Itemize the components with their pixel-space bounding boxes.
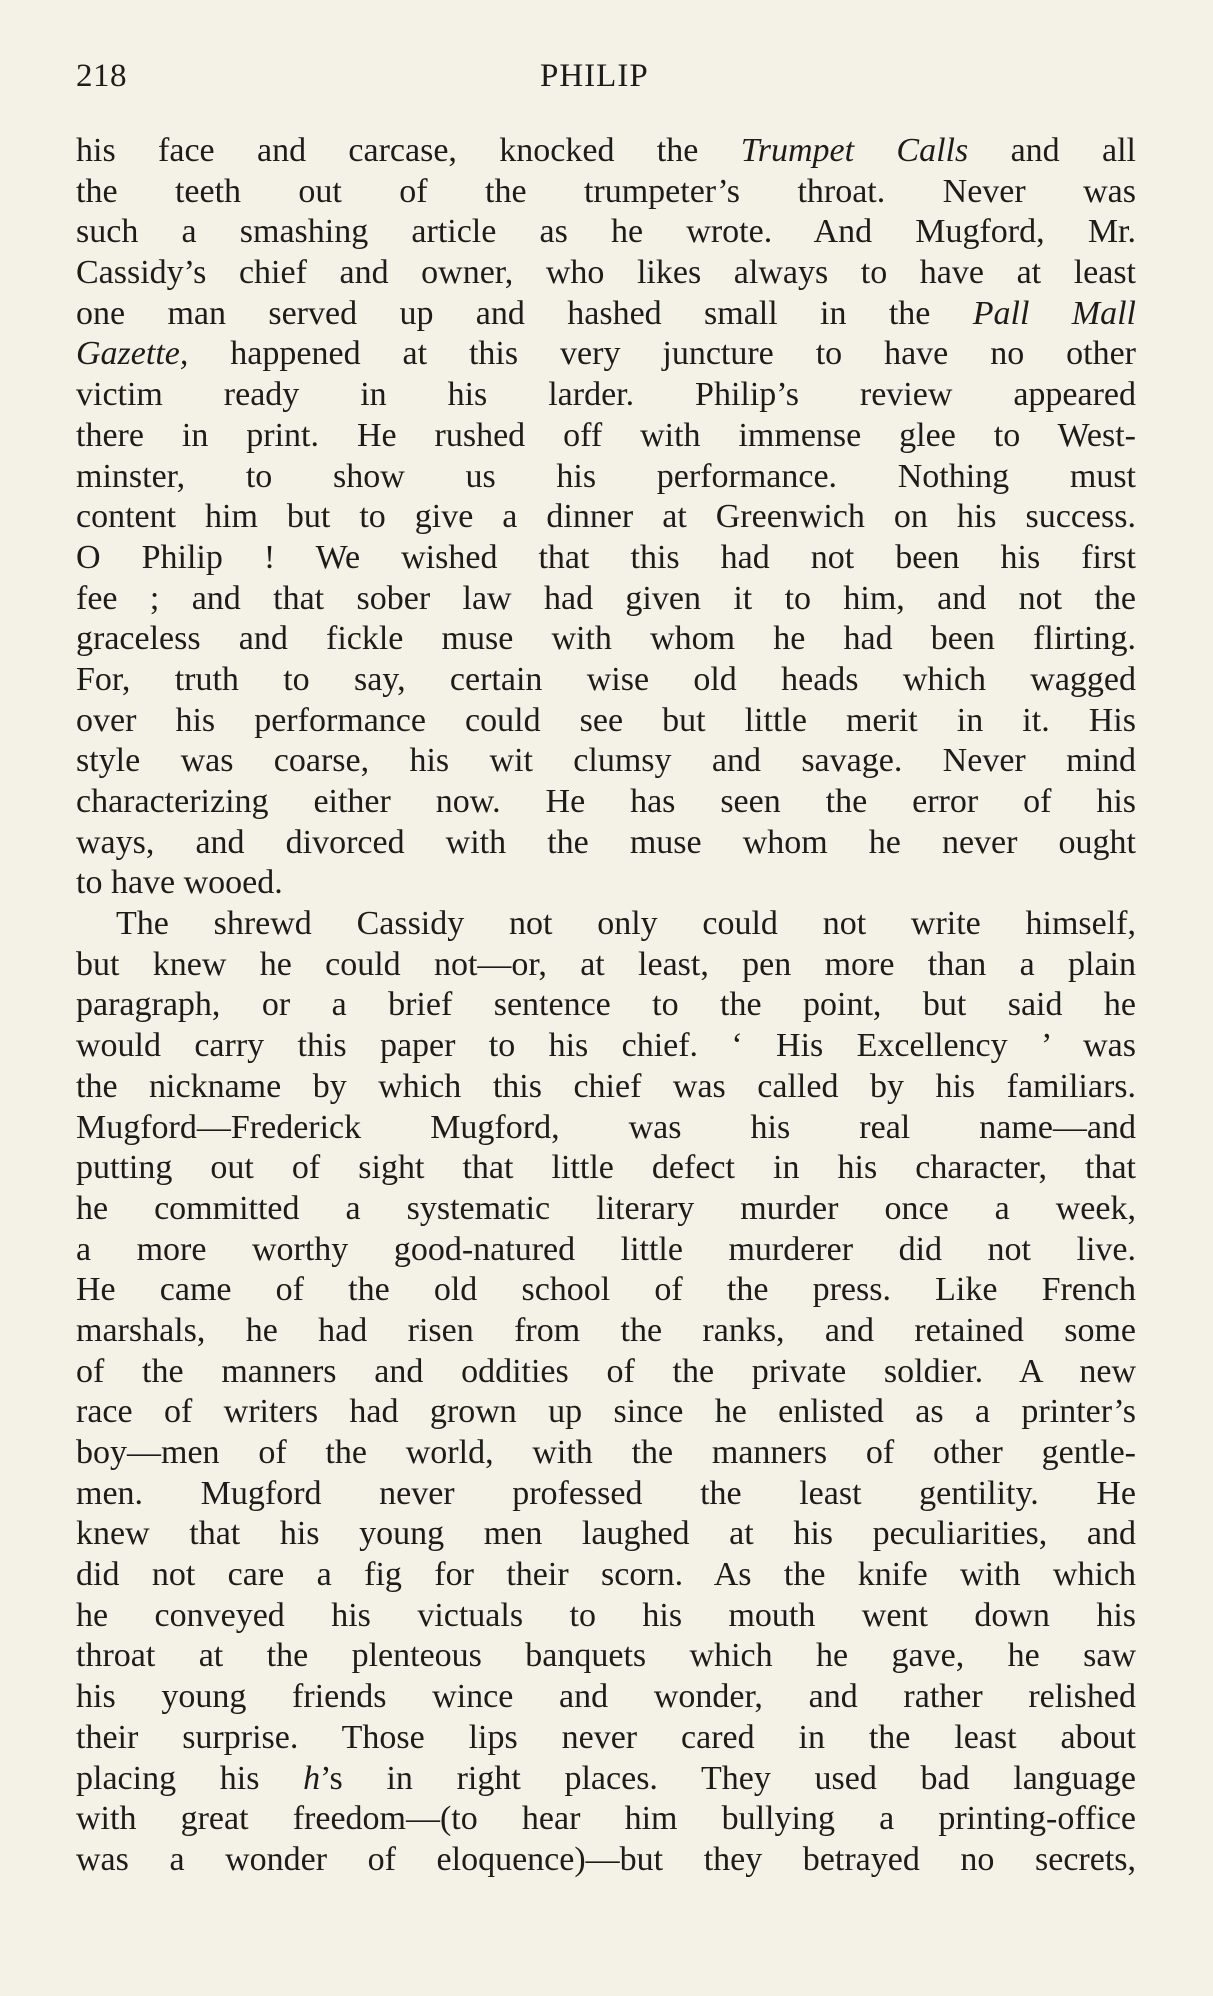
text-segment: victim ready in his larder. Philip’s review appeared xyxy=(76,376,1136,414)
text-line xyxy=(76,1718,1136,1759)
text-segment: he conveyed his victuals to his mouth went down his xyxy=(76,1596,1136,1634)
text-line xyxy=(76,538,1136,579)
text-line xyxy=(76,212,1136,253)
running-head xyxy=(76,58,1137,98)
text-segment: men. Mugford never professed the least gentility. He xyxy=(76,1474,1136,1512)
text-segment: O Philip ! We wished that this had not been his first xyxy=(76,538,1136,576)
text-line xyxy=(76,1799,1136,1840)
text-line xyxy=(76,1026,1136,1067)
text-segment: ways, and divorced with the muse whom he never ought xyxy=(76,823,1136,861)
text-segment: Cassidy’s chief and owner, who likes always to have at least xyxy=(76,254,1136,292)
text-segment: one man served up and hashed small in the xyxy=(76,294,973,332)
text-segment: content him but to give a dinner at Greenwich on his success. xyxy=(76,498,1136,536)
text-line xyxy=(76,375,1136,416)
text-segment: putting out of sight that little defect in his character, that xyxy=(76,1149,1136,1187)
text-line xyxy=(76,457,1136,498)
text-segment: characterizing either now. He has seen the error of his xyxy=(76,783,1136,820)
text-segment: style was coarse, his wit clumsy and savage. Never mind xyxy=(76,742,1136,780)
text-segment: For, truth to say, certain wise old heads which wagged xyxy=(76,660,1136,698)
text-segment: the teeth out of the trumpeter’s throat. Never was xyxy=(76,172,1136,210)
text-line xyxy=(76,782,1136,823)
text-line xyxy=(76,1759,1136,1800)
text-line xyxy=(76,416,1136,457)
page-number: 218 xyxy=(76,58,127,94)
text-segment: boy—men of the world, with the manners of other gentle- xyxy=(76,1434,1136,1471)
text-line xyxy=(76,334,1136,375)
text-segment: placing his xyxy=(76,1759,304,1797)
running-title: PHILIP xyxy=(540,58,649,94)
text-segment: with great freedom—(to hear him bullying a printing-office xyxy=(76,1800,1136,1838)
italic-text: h xyxy=(303,1759,321,1797)
text-line xyxy=(76,1148,1136,1189)
text-line xyxy=(76,1433,1136,1474)
text-line xyxy=(76,1840,1136,1881)
text-segment: paragraph, or a brief sentence to the point, but said he xyxy=(76,986,1136,1024)
text-line xyxy=(76,1352,1136,1393)
text-segment: to have wooed. xyxy=(76,864,283,902)
text-line xyxy=(76,1636,1136,1677)
text-line xyxy=(76,660,1136,701)
text-segment: graceless and fickle muse with whom he had been flirting. xyxy=(76,620,1136,658)
text-line xyxy=(76,294,1136,335)
text-line xyxy=(76,985,1136,1026)
text-segment: race of writers had grown up since he enlisted as a printer’s xyxy=(76,1393,1136,1431)
text-line xyxy=(76,619,1136,660)
text-line xyxy=(76,1230,1136,1271)
text-line xyxy=(76,863,1136,904)
text-line xyxy=(76,1108,1136,1149)
text-segment: marshals, he had risen from the ranks, and retained some xyxy=(76,1311,1136,1349)
text-segment: fee ; and that sober law had given it to him, and not the xyxy=(76,579,1136,617)
text-line xyxy=(76,701,1136,742)
text-segment: he committed a systematic literary murder once a week, xyxy=(76,1189,1136,1227)
text-line xyxy=(76,823,1136,864)
text-line xyxy=(76,1270,1136,1311)
text-segment: did not care a fig for their scorn. As the knife with which xyxy=(76,1556,1136,1594)
body-text xyxy=(76,131,1136,1881)
text-segment: their surprise. Those lips never cared in the least about xyxy=(76,1718,1136,1756)
text-line xyxy=(76,253,1136,294)
text-line xyxy=(76,172,1136,213)
text-segment: He came of the old school of the press. Like French xyxy=(76,1271,1136,1309)
text-line xyxy=(76,1189,1136,1230)
text-segment: his face and carcase, knocked the xyxy=(76,132,741,169)
text-segment: and all xyxy=(968,132,1136,169)
text-segment: such a smashing article as he wrote. And Mugford, Mr. xyxy=(76,213,1136,251)
text-segment: The shrewd Cassidy not only could not write himself, xyxy=(116,905,1136,943)
italic-text: Pall Mall xyxy=(972,294,1136,332)
text-segment: happened at this very juncture to have no other xyxy=(188,335,1136,373)
text-line xyxy=(76,1555,1136,1596)
text-line xyxy=(76,579,1136,620)
text-segment: his young friends wince and wonder, and rather relished xyxy=(76,1678,1136,1716)
text-segment: throat at the plenteous banquets which he gave, he saw xyxy=(76,1637,1136,1675)
text-segment: over his performance could see but little merit in it. His xyxy=(76,701,1136,739)
text-line xyxy=(76,1596,1136,1637)
text-segment: but knew he could not—or, at least, pen more than a plain xyxy=(76,945,1136,983)
text-line xyxy=(76,1474,1136,1515)
italic-text: Gazette, xyxy=(76,335,189,373)
text-segment: of the manners and oddities of the private soldier. A new xyxy=(76,1352,1136,1390)
text-segment: the nickname by which this chief was called by his familiars. xyxy=(76,1067,1136,1105)
text-segment: minster, to show us his performance. Nothing must xyxy=(76,457,1136,495)
text-segment: ’s in right places. They used bad language xyxy=(320,1759,1136,1797)
text-line xyxy=(76,1311,1136,1352)
text-line xyxy=(76,945,1136,986)
text-segment: would carry this paper to his chief. ‘ His Excellency ’ was xyxy=(76,1027,1136,1065)
text-segment: was a wonder of eloquence)—but they betrayed no secrets, xyxy=(76,1840,1136,1878)
italic-text: Trumpet Calls xyxy=(740,132,969,169)
text-line xyxy=(76,497,1136,538)
text-segment: a more worthy good-natured little murderer did not live. xyxy=(76,1230,1136,1268)
text-segment: Mugford—Frederick Mugford, was his real name—and xyxy=(76,1108,1136,1146)
text-segment: there in print. He rushed off with immense glee to West- xyxy=(76,416,1136,454)
text-line xyxy=(76,1677,1136,1718)
text-line xyxy=(76,904,1136,945)
text-line xyxy=(76,1067,1136,1108)
text-line xyxy=(76,131,1136,172)
text-line xyxy=(76,1392,1136,1433)
text-line xyxy=(76,741,1136,782)
text-segment: knew that his young men laughed at his peculiarities, and xyxy=(76,1515,1136,1553)
text-line xyxy=(76,1514,1136,1555)
